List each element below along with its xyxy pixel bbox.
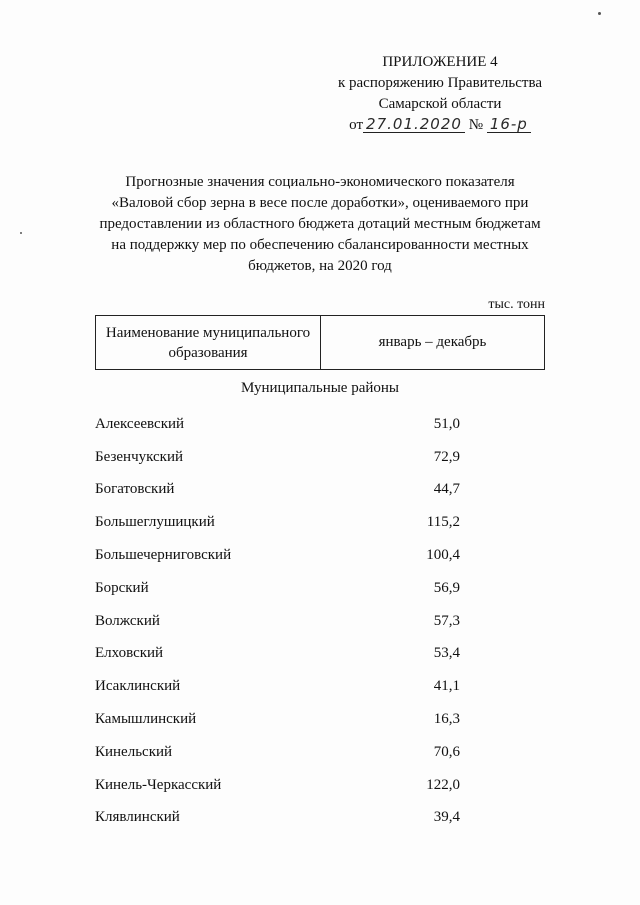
- appendix-header: [320, 52, 560, 136]
- row-value: 56,9: [433, 579, 460, 596]
- from-label: от: [349, 117, 363, 133]
- row-name: Большечерниговский: [95, 547, 232, 564]
- table-row: [95, 539, 545, 572]
- number-label: №: [468, 117, 484, 133]
- row-name: Большеглушицкий: [95, 514, 215, 531]
- row-value: 72,9: [433, 448, 460, 465]
- row-value: 53,4: [433, 645, 460, 662]
- row-value: 51,0: [433, 415, 460, 432]
- table-header: [95, 315, 545, 370]
- table-row: [95, 703, 545, 736]
- document-title: [80, 172, 560, 277]
- handwritten-date: 27.01.2020: [363, 116, 465, 133]
- title-line: «Валовой сбор зерна в весе после доработки», оцениваемого при: [111, 195, 529, 211]
- table-body: [95, 408, 545, 834]
- row-value: 70,6: [433, 743, 460, 760]
- table-row: [95, 670, 545, 703]
- row-value: 100,4: [426, 547, 460, 564]
- row-name: Алексеевский: [95, 415, 185, 432]
- units-label: тыс. тонн: [488, 297, 545, 312]
- appendix-region-line: Самарской области: [378, 96, 502, 112]
- title-line: Прогнозные значения социально-экономического показателя: [125, 174, 515, 190]
- table-row: [95, 769, 545, 802]
- table-row: [95, 474, 545, 507]
- appendix-title: ПРИЛОЖЕНИЕ 4: [382, 54, 498, 70]
- row-name: Волжский: [95, 612, 160, 629]
- appendix-order-line: к распоряжению Правительства: [337, 75, 542, 91]
- row-value: 57,3: [433, 612, 460, 629]
- row-name: Камышлинский: [95, 711, 197, 728]
- handwritten-number: 16-р: [487, 116, 531, 133]
- title-line: бюджетов, на 2020 год: [248, 258, 392, 274]
- row-name: Кинель-Черкасский: [95, 776, 222, 793]
- row-value: 16,3: [433, 711, 460, 728]
- row-value: 41,1: [433, 678, 460, 695]
- row-value: 122,0: [426, 776, 460, 793]
- section-title: Муниципальные районы: [240, 380, 400, 396]
- table-row: [95, 605, 545, 638]
- table-row: [95, 572, 545, 605]
- row-value: 115,2: [426, 514, 460, 531]
- row-value: 39,4: [433, 809, 460, 826]
- table-row: [95, 736, 545, 769]
- table-row: [95, 638, 545, 671]
- column-header-name: Наименование муниципального образования: [96, 316, 321, 369]
- row-name: Елховский: [95, 645, 164, 662]
- row-name: Борский: [95, 579, 149, 596]
- row-name: Кинельский: [95, 743, 173, 760]
- table-row: [95, 441, 545, 474]
- table-row: [95, 506, 545, 539]
- table-row: [95, 802, 545, 835]
- row-name: Богатовский: [95, 481, 175, 498]
- row-value: 44,7: [433, 481, 460, 498]
- table-row: [95, 408, 545, 441]
- row-name: Исаклинский: [95, 678, 181, 695]
- title-line: предоставлении из областного бюджета дотаций местным бюджетам: [99, 216, 541, 232]
- row-name: Клявлинский: [95, 809, 180, 826]
- column-header-period: январь – декабрь: [378, 334, 487, 350]
- title-line: на поддержку мер по обеспечению сбалансированности местных: [111, 237, 529, 253]
- row-name: Безенчукский: [95, 448, 184, 465]
- order-date-number-line: [320, 115, 560, 136]
- scan-speck: [20, 232, 22, 234]
- scan-speck: [598, 12, 601, 15]
